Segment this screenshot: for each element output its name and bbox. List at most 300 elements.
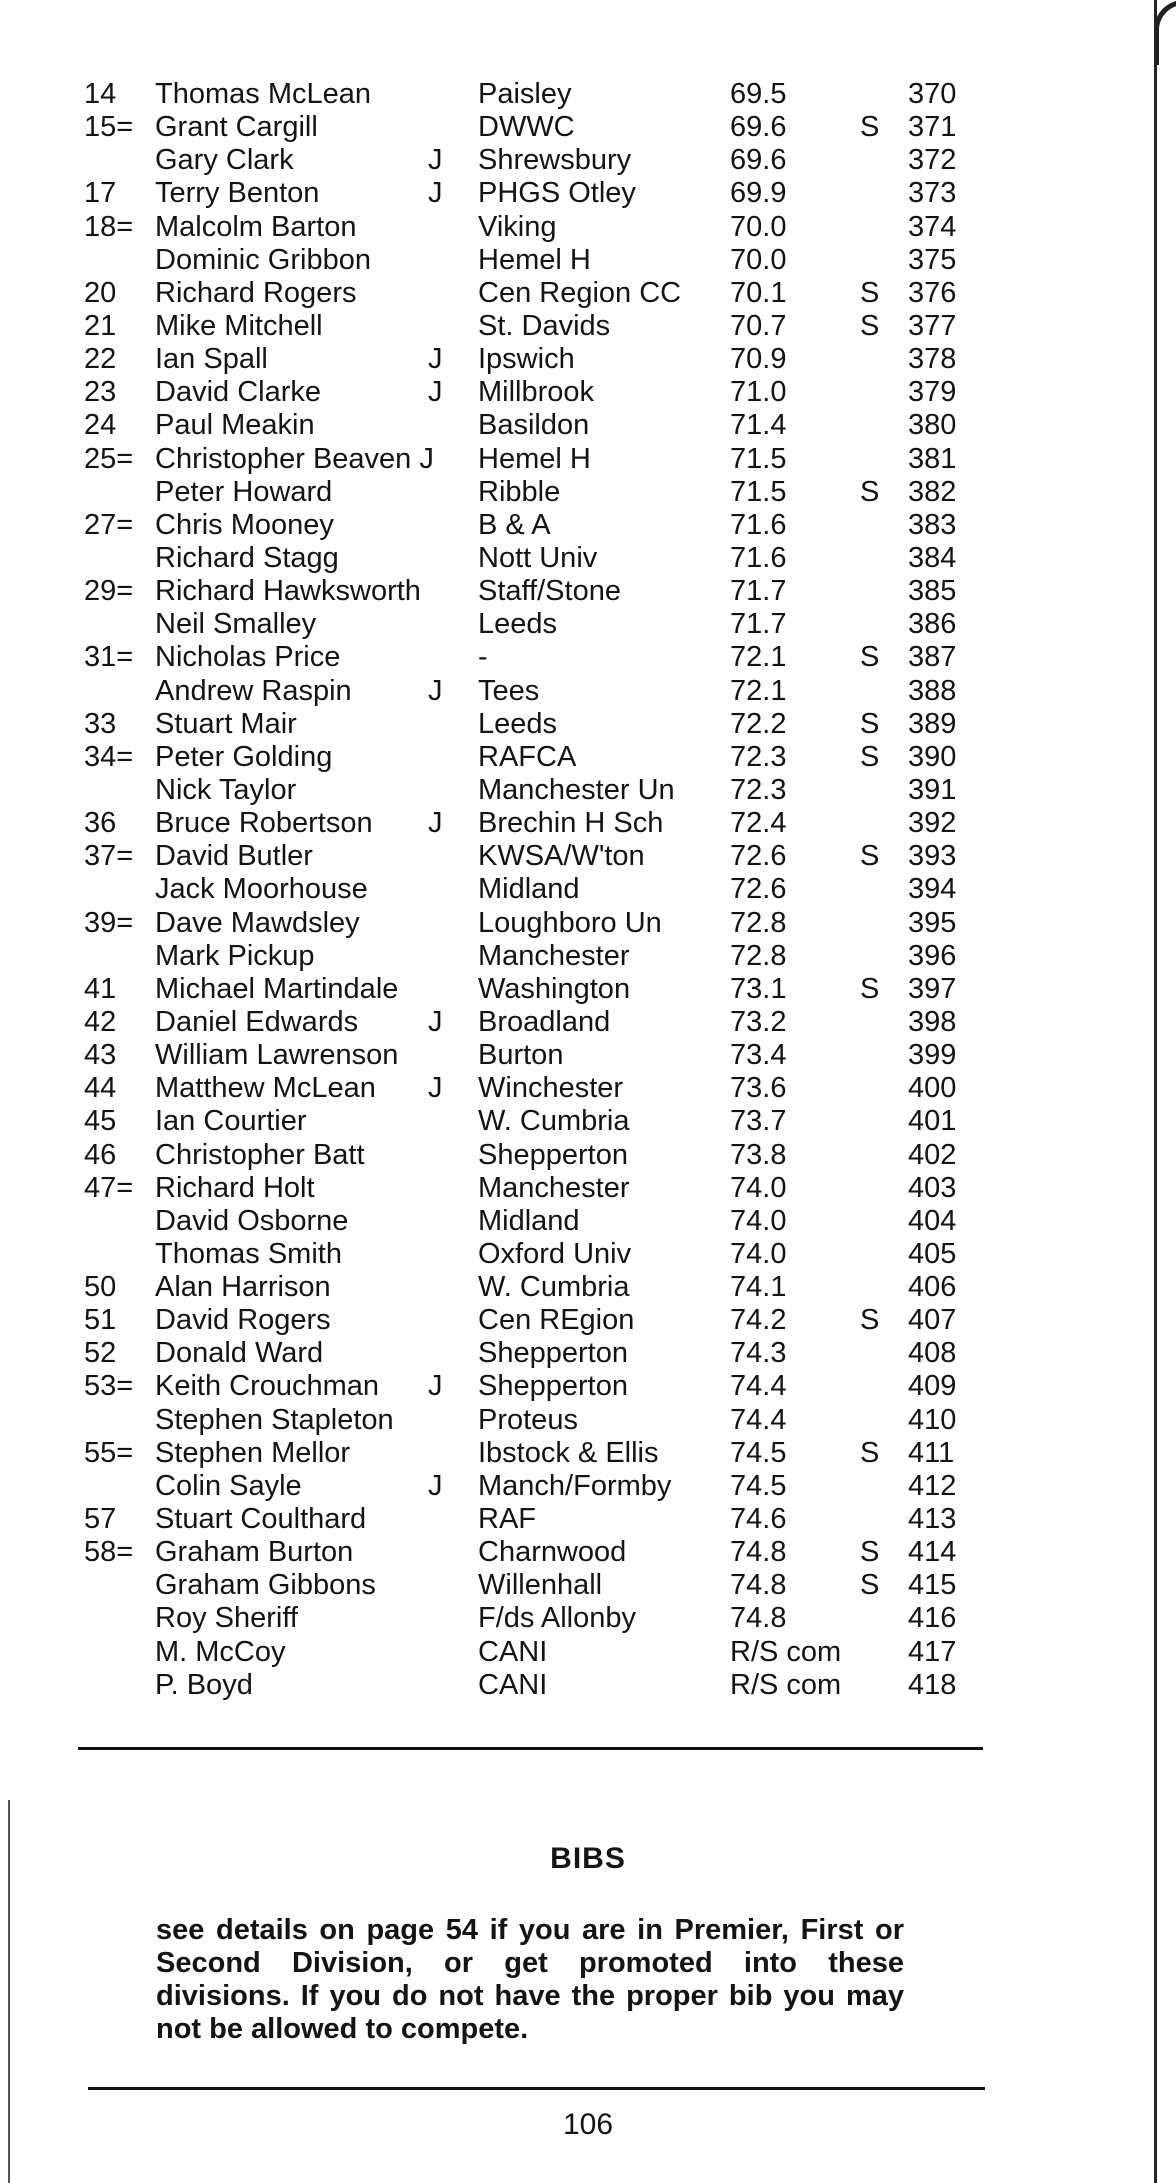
club: RAF bbox=[478, 1503, 536, 1536]
athlete-name: Bruce Robertson bbox=[155, 807, 373, 840]
footer-divider bbox=[88, 2087, 985, 2090]
position: 20 bbox=[84, 276, 117, 309]
position: 53= bbox=[84, 1370, 134, 1403]
athlete-name: Dominic Gribbon bbox=[155, 243, 371, 276]
divider bbox=[78, 1747, 983, 1750]
time: 74.6 bbox=[730, 1503, 787, 1536]
athlete-name: Keith Crouchman bbox=[155, 1370, 380, 1403]
club: Broadland bbox=[478, 1005, 611, 1038]
bib-number: 417 bbox=[908, 1635, 957, 1668]
bib-number: 400 bbox=[908, 1072, 957, 1105]
time: 74.8 bbox=[730, 1569, 787, 1602]
time: 74.5 bbox=[730, 1436, 787, 1469]
athlete-name: Graham Burton bbox=[155, 1536, 354, 1569]
result-row bbox=[0, 443, 1176, 476]
result-row bbox=[0, 244, 1176, 277]
athlete-name: Graham Gibbons bbox=[155, 1569, 376, 1602]
club: St. Davids bbox=[478, 309, 611, 342]
athlete-name: Neil Smalley bbox=[155, 608, 317, 641]
club: Hemel H bbox=[478, 442, 591, 475]
club: Loughboro Un bbox=[478, 906, 662, 939]
club: RAFCA bbox=[478, 740, 577, 773]
senior-marker: S bbox=[860, 1304, 880, 1337]
position: 24 bbox=[84, 409, 117, 442]
result-row bbox=[0, 1271, 1176, 1304]
athlete-name: Stephen Stapleton bbox=[155, 1403, 394, 1436]
time: 72.3 bbox=[730, 740, 787, 773]
club: DWWC bbox=[478, 111, 575, 144]
bibs-notice: see details on page 54 if you are in Premier, First or Second Division, or get promoted into these divisions. If you do not have the proper bib you may not be allowed to compete. bbox=[156, 1914, 904, 2045]
bib-number: 402 bbox=[908, 1138, 957, 1171]
time: 69.9 bbox=[730, 177, 787, 210]
time: 71.7 bbox=[730, 575, 787, 608]
position: 14 bbox=[84, 78, 117, 110]
result-row bbox=[0, 78, 1176, 111]
club: Leeds bbox=[478, 707, 558, 740]
club: CANI bbox=[478, 1668, 548, 1701]
junior-marker: J bbox=[428, 1370, 443, 1403]
result-row bbox=[0, 310, 1176, 343]
position: 46 bbox=[84, 1138, 117, 1171]
senior-marker: S bbox=[860, 111, 880, 144]
result-row bbox=[0, 376, 1176, 409]
athlete-name: David Rogers bbox=[155, 1304, 331, 1337]
position: 25= bbox=[84, 442, 134, 475]
result-row bbox=[0, 476, 1176, 509]
time: 72.3 bbox=[730, 773, 787, 806]
club: PHGS Otley bbox=[478, 177, 636, 210]
position: 44 bbox=[84, 1072, 117, 1105]
club: Shepperton bbox=[478, 1138, 628, 1171]
senior-marker: S bbox=[860, 475, 880, 508]
result-row bbox=[0, 774, 1176, 807]
result-row bbox=[0, 873, 1176, 906]
bib-number: 410 bbox=[908, 1403, 957, 1436]
bib-number: 374 bbox=[908, 210, 957, 243]
position: 42 bbox=[84, 1005, 117, 1038]
club: Oxford Univ bbox=[478, 1237, 632, 1270]
club: F/ds Allonby bbox=[478, 1602, 636, 1635]
senior-marker: S bbox=[860, 276, 880, 309]
time: 71.4 bbox=[730, 409, 787, 442]
athlete-name: Roy Sheriff bbox=[155, 1602, 298, 1635]
senior-marker: S bbox=[860, 1536, 880, 1569]
result-row bbox=[0, 907, 1176, 940]
club: Midland bbox=[478, 873, 580, 906]
bib-number: 377 bbox=[908, 309, 957, 342]
position: 31= bbox=[84, 641, 134, 674]
athlete-name: Thomas Smith bbox=[155, 1237, 342, 1270]
result-row bbox=[0, 509, 1176, 542]
senior-marker: S bbox=[860, 972, 880, 1005]
position: 33 bbox=[84, 707, 117, 740]
result-row bbox=[0, 277, 1176, 310]
athlete-name: Dave Mawdsley bbox=[155, 906, 360, 939]
position: 37= bbox=[84, 840, 134, 873]
athlete-name: Gary Clark bbox=[155, 144, 294, 177]
time: 73.8 bbox=[730, 1138, 787, 1171]
bib-number: 383 bbox=[908, 508, 957, 541]
club: Ibstock & Ellis bbox=[478, 1436, 659, 1469]
club: Manchester bbox=[478, 939, 630, 972]
athlete-name: Donald Ward bbox=[155, 1337, 324, 1370]
result-row bbox=[0, 1006, 1176, 1039]
time: 70.0 bbox=[730, 210, 787, 243]
time: 69.5 bbox=[730, 78, 787, 110]
junior-marker: J bbox=[428, 674, 443, 707]
bib-number: 392 bbox=[908, 807, 957, 840]
bib-number: 381 bbox=[908, 442, 957, 475]
athlete-name: Mark Pickup bbox=[155, 939, 315, 972]
time: 72.8 bbox=[730, 939, 787, 972]
time: R/S com bbox=[730, 1668, 842, 1701]
result-row bbox=[0, 608, 1176, 641]
junior-marker: J bbox=[428, 1469, 443, 1502]
result-row bbox=[0, 1636, 1176, 1669]
bib-number: 406 bbox=[908, 1271, 957, 1304]
bib-number: 380 bbox=[908, 409, 957, 442]
athlete-name: Peter Howard bbox=[155, 475, 333, 508]
bib-number: 382 bbox=[908, 475, 957, 508]
club: Hemel H bbox=[478, 243, 591, 276]
result-row bbox=[0, 1139, 1176, 1172]
time: 71.0 bbox=[730, 376, 787, 409]
result-row bbox=[0, 1470, 1176, 1503]
time: R/S com bbox=[730, 1635, 842, 1668]
bib-number: 416 bbox=[908, 1602, 957, 1635]
position: 21 bbox=[84, 309, 117, 342]
result-row bbox=[0, 111, 1176, 144]
athlete-name: David Butler bbox=[155, 840, 313, 873]
athlete-name: David Osborne bbox=[155, 1204, 349, 1237]
bib-number: 376 bbox=[908, 276, 957, 309]
result-row bbox=[0, 1105, 1176, 1138]
time: 72.2 bbox=[730, 707, 787, 740]
senior-marker: S bbox=[860, 1569, 880, 1602]
bib-number: 408 bbox=[908, 1337, 957, 1370]
athlete-name: Terry Benton bbox=[155, 177, 320, 210]
bib-number: 391 bbox=[908, 773, 957, 806]
athlete-name: Andrew Raspin bbox=[155, 674, 352, 707]
club: Cen Region CC bbox=[478, 276, 682, 309]
junior-marker: J bbox=[428, 376, 443, 409]
bib-number: 396 bbox=[908, 939, 957, 972]
athlete-name: M. McCoy bbox=[155, 1635, 286, 1668]
club: Leeds bbox=[478, 608, 558, 641]
club: Nott Univ bbox=[478, 541, 598, 574]
club: Ipswich bbox=[478, 343, 575, 376]
time: 74.2 bbox=[730, 1304, 787, 1337]
position: 58= bbox=[84, 1536, 134, 1569]
athlete-name: Stuart Mair bbox=[155, 707, 297, 740]
position: 41 bbox=[84, 972, 117, 1005]
result-row bbox=[0, 940, 1176, 973]
bib-number: 379 bbox=[908, 376, 957, 409]
time: 71.6 bbox=[730, 541, 787, 574]
athlete-name: Richard Stagg bbox=[155, 541, 339, 574]
time: 74.0 bbox=[730, 1171, 787, 1204]
result-row bbox=[0, 1437, 1176, 1470]
position: 43 bbox=[84, 1039, 117, 1072]
bib-number: 388 bbox=[908, 674, 957, 707]
club: Tees bbox=[478, 674, 540, 707]
result-row bbox=[0, 211, 1176, 244]
time: 70.7 bbox=[730, 309, 787, 342]
athlete-name: Ian Spall bbox=[155, 343, 268, 376]
time: 70.1 bbox=[730, 276, 787, 309]
athlete-name: Daniel Edwards bbox=[155, 1005, 359, 1038]
result-row bbox=[0, 575, 1176, 608]
result-row bbox=[0, 177, 1176, 210]
athlete-name: Peter Golding bbox=[155, 740, 333, 773]
athlete-name: Christopher Beaven J bbox=[155, 442, 434, 475]
club: Winchester bbox=[478, 1072, 624, 1105]
result-row bbox=[0, 1536, 1176, 1569]
result-row bbox=[0, 1172, 1176, 1205]
athlete-name: William Lawrenson bbox=[155, 1039, 399, 1072]
position: 18= bbox=[84, 210, 134, 243]
bibs-heading: BIBS bbox=[550, 1842, 626, 1875]
bib-number: 401 bbox=[908, 1105, 957, 1138]
result-row bbox=[0, 542, 1176, 575]
time: 69.6 bbox=[730, 144, 787, 177]
senior-marker: S bbox=[860, 740, 880, 773]
time: 72.1 bbox=[730, 641, 787, 674]
athlete-name: Malcolm Barton bbox=[155, 210, 357, 243]
bib-number: 386 bbox=[908, 608, 957, 641]
time: 71.6 bbox=[730, 508, 787, 541]
result-row bbox=[0, 144, 1176, 177]
bib-number: 394 bbox=[908, 873, 957, 906]
athlete-name: Alan Harrison bbox=[155, 1271, 331, 1304]
bib-number: 403 bbox=[908, 1171, 957, 1204]
athlete-name: Thomas McLean bbox=[155, 78, 371, 110]
club: B & A bbox=[478, 508, 551, 541]
time: 74.0 bbox=[730, 1204, 787, 1237]
result-row bbox=[0, 1669, 1176, 1702]
bib-number: 390 bbox=[908, 740, 957, 773]
result-row bbox=[0, 807, 1176, 840]
bib-number: 399 bbox=[908, 1039, 957, 1072]
result-row bbox=[0, 1205, 1176, 1238]
senior-marker: S bbox=[860, 707, 880, 740]
athlete-name: Richard Hawksworth bbox=[155, 575, 421, 608]
bib-number: 378 bbox=[908, 343, 957, 376]
position: 51 bbox=[84, 1304, 117, 1337]
athlete-name: Jack Moorhouse bbox=[155, 873, 368, 906]
athlete-name: Richard Rogers bbox=[155, 276, 357, 309]
club: Manch/Formby bbox=[478, 1469, 672, 1502]
position: 29= bbox=[84, 575, 134, 608]
bib-number: 398 bbox=[908, 1005, 957, 1038]
result-row bbox=[0, 1370, 1176, 1403]
time: 71.5 bbox=[730, 475, 787, 508]
bib-number: 413 bbox=[908, 1503, 957, 1536]
position: 52 bbox=[84, 1337, 117, 1370]
position: 15= bbox=[84, 111, 134, 144]
athlete-name: David Clarke bbox=[155, 376, 321, 409]
time: 72.8 bbox=[730, 906, 787, 939]
bib-number: 373 bbox=[908, 177, 957, 210]
position: 55= bbox=[84, 1436, 134, 1469]
athlete-name: Stuart Coulthard bbox=[155, 1503, 367, 1536]
senior-marker: S bbox=[860, 840, 880, 873]
position: 27= bbox=[84, 508, 134, 541]
club: KWSA/W'ton bbox=[478, 840, 645, 873]
junior-marker: J bbox=[428, 177, 443, 210]
athlete-name: Ian Courtier bbox=[155, 1105, 307, 1138]
bib-number: 397 bbox=[908, 972, 957, 1005]
athlete-name: Grant Cargill bbox=[155, 111, 318, 144]
club: Proteus bbox=[478, 1403, 578, 1436]
club: Basildon bbox=[478, 409, 590, 442]
bib-number: 415 bbox=[908, 1569, 957, 1602]
results-list bbox=[0, 78, 1176, 1702]
bib-number: 405 bbox=[908, 1237, 957, 1270]
time: 72.6 bbox=[730, 840, 787, 873]
result-row bbox=[0, 343, 1176, 376]
page-curl bbox=[1154, 0, 1176, 65]
bib-number: 411 bbox=[908, 1436, 955, 1469]
senior-marker: S bbox=[860, 641, 880, 674]
time: 74.0 bbox=[730, 1237, 787, 1270]
time: 72.6 bbox=[730, 873, 787, 906]
club: Shrewsbury bbox=[478, 144, 632, 177]
junior-marker: J bbox=[428, 807, 443, 840]
position: 36 bbox=[84, 807, 117, 840]
result-row bbox=[0, 840, 1176, 873]
club: Paisley bbox=[478, 78, 572, 110]
senior-marker: S bbox=[860, 309, 880, 342]
club: CANI bbox=[478, 1635, 548, 1668]
result-row bbox=[0, 641, 1176, 674]
bib-number: 414 bbox=[908, 1536, 957, 1569]
bib-number: 375 bbox=[908, 243, 957, 276]
bib-number: 372 bbox=[908, 144, 957, 177]
club: Viking bbox=[478, 210, 557, 243]
junior-marker: J bbox=[428, 144, 443, 177]
club: Shepperton bbox=[478, 1370, 628, 1403]
club: Ribble bbox=[478, 475, 561, 508]
time: 74.4 bbox=[730, 1370, 787, 1403]
club: Charnwood bbox=[478, 1536, 627, 1569]
athlete-name: Matthew McLean bbox=[155, 1072, 376, 1105]
bib-number: 371 bbox=[908, 111, 957, 144]
bib-number: 404 bbox=[908, 1204, 957, 1237]
club: - bbox=[478, 641, 488, 674]
time: 73.7 bbox=[730, 1105, 787, 1138]
result-row bbox=[0, 973, 1176, 1006]
club: Burton bbox=[478, 1039, 564, 1072]
result-row bbox=[0, 1072, 1176, 1105]
result-row bbox=[0, 741, 1176, 774]
senior-marker: S bbox=[860, 1436, 880, 1469]
result-row bbox=[0, 1039, 1176, 1072]
time: 73.4 bbox=[730, 1039, 787, 1072]
position: 22 bbox=[84, 343, 117, 376]
result-row bbox=[0, 708, 1176, 741]
result-row bbox=[0, 1404, 1176, 1437]
time: 74.4 bbox=[730, 1403, 787, 1436]
bib-number: 393 bbox=[908, 840, 957, 873]
time: 72.1 bbox=[730, 674, 787, 707]
time: 70.0 bbox=[730, 243, 787, 276]
time: 74.1 bbox=[730, 1271, 787, 1304]
position: 45 bbox=[84, 1105, 117, 1138]
bib-number: 395 bbox=[908, 906, 957, 939]
club: Staff/Stone bbox=[478, 575, 621, 608]
time: 74.5 bbox=[730, 1469, 787, 1502]
position: 47= bbox=[84, 1171, 134, 1204]
position: 50 bbox=[84, 1271, 117, 1304]
club: Shepperton bbox=[478, 1337, 628, 1370]
bib-number: 389 bbox=[908, 707, 957, 740]
athlete-name: Nicholas Price bbox=[155, 641, 341, 674]
position: 17 bbox=[84, 177, 117, 210]
athlete-name: Mike Mitchell bbox=[155, 309, 323, 342]
junior-marker: J bbox=[428, 1005, 443, 1038]
athlete-name: Christopher Batt bbox=[155, 1138, 365, 1171]
bib-number: 418 bbox=[908, 1668, 957, 1701]
bib-number: 370 bbox=[908, 78, 957, 110]
club: Willenhall bbox=[478, 1569, 603, 1602]
position: 39= bbox=[84, 906, 134, 939]
athlete-name: Paul Meakin bbox=[155, 409, 315, 442]
athlete-name: P. Boyd bbox=[155, 1668, 253, 1701]
club: W. Cumbria bbox=[478, 1105, 630, 1138]
result-row bbox=[0, 675, 1176, 708]
time: 71.5 bbox=[730, 442, 787, 475]
junior-marker: J bbox=[428, 1072, 443, 1105]
time: 71.7 bbox=[730, 608, 787, 641]
club: Millbrook bbox=[478, 376, 595, 409]
result-row bbox=[0, 1337, 1176, 1370]
position: 23 bbox=[84, 376, 117, 409]
club: Brechin H Sch bbox=[478, 807, 664, 840]
result-row bbox=[0, 1304, 1176, 1337]
club: Manchester bbox=[478, 1171, 630, 1204]
time: 74.3 bbox=[730, 1337, 787, 1370]
position: 34= bbox=[84, 740, 134, 773]
club: Manchester Un bbox=[478, 773, 675, 806]
junior-marker: J bbox=[428, 343, 443, 376]
time: 70.9 bbox=[730, 343, 787, 376]
athlete-name: Colin Sayle bbox=[155, 1469, 302, 1502]
athlete-name: Richard Holt bbox=[155, 1171, 315, 1204]
result-row bbox=[0, 1602, 1176, 1635]
result-row bbox=[0, 409, 1176, 442]
bib-number: 412 bbox=[908, 1469, 957, 1502]
athlete-name: Nick Taylor bbox=[155, 773, 297, 806]
athlete-name: Stephen Mellor bbox=[155, 1436, 351, 1469]
club: W. Cumbria bbox=[478, 1271, 630, 1304]
result-row bbox=[0, 1238, 1176, 1271]
time: 69.6 bbox=[730, 111, 787, 144]
time: 72.4 bbox=[730, 807, 787, 840]
athlete-name: Chris Mooney bbox=[155, 508, 334, 541]
position: 57 bbox=[84, 1503, 117, 1536]
bib-number: 387 bbox=[908, 641, 957, 674]
time: 73.1 bbox=[730, 972, 787, 1005]
bib-number: 409 bbox=[908, 1370, 957, 1403]
result-row bbox=[0, 1503, 1176, 1536]
bib-number: 384 bbox=[908, 541, 957, 574]
club: Midland bbox=[478, 1204, 580, 1237]
bib-number: 385 bbox=[908, 575, 957, 608]
club: Cen REgion bbox=[478, 1304, 635, 1337]
club: Washington bbox=[478, 972, 631, 1005]
bib-number: 407 bbox=[908, 1304, 957, 1337]
